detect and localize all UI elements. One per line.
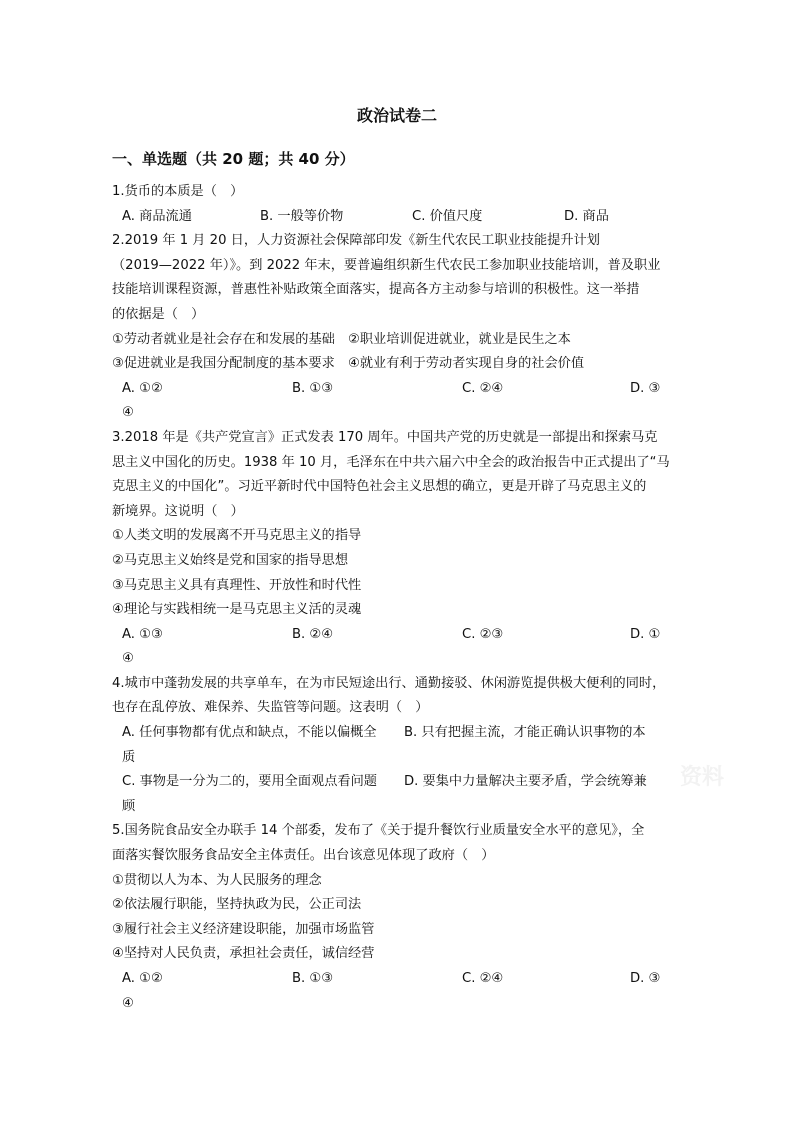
- q2-option-d: D. ③: [630, 380, 661, 396]
- question-3-stem-line: 思主义中国化的历史。1938 年 10 月，毛泽东在中共六届六中全会的政治报告中正式提出了“马: [112, 454, 670, 470]
- q2-option-c: C. ②④: [462, 380, 504, 396]
- q1-option-a: A. 商品流通: [122, 208, 192, 224]
- question-2-stem-line: 的依据是（ ）: [112, 306, 205, 322]
- q2-option-b: B. ①③: [292, 380, 334, 396]
- question-3-stem-line: 克思主义的中国化”。习近平新时代中国特色社会主义思想的确立，更是开辟了马克思主义的: [112, 479, 647, 495]
- q4-option-c-wrap: 顾: [122, 798, 136, 814]
- question-5-statement: ③履行社会主义经济建设职能，加强市场监管: [112, 921, 375, 937]
- watermark: 资料: [680, 765, 725, 790]
- question-5-statement: ②依法履行职能，坚持执政为民，公正司法: [112, 897, 362, 913]
- q2-option-a: A. ①②: [122, 380, 163, 396]
- question-1-stem: 1.货币的本质是（ ）: [112, 184, 244, 199]
- q3-option-a: A. ①③: [122, 626, 163, 642]
- question-3-statement: ④理论与实践相统一是马克思主义活的灵魂: [112, 602, 362, 618]
- question-2-stem-line: 技能培训课程资源，普惠性补贴政策全面落实，提高各方主动参与培训的积极性。这一举措: [112, 282, 640, 298]
- question-3-options: [112, 623, 686, 648]
- q1-option-d: D. 商品: [564, 208, 609, 224]
- question-5-statement: ①贯彻以人为本、为人民服务的理念: [112, 872, 322, 888]
- q1-option-c: C. 价值尺度: [412, 208, 483, 224]
- question-3-statement: ①人类文明的发展离不开马克思主义的指导: [112, 528, 362, 544]
- q5-option-a: A. ①②: [122, 971, 163, 986]
- question-2-stem-line: （2019—2022 年）》。到 2022 年末，要普遍组织新生代农民工参加职业技能培训，普及职业: [112, 257, 661, 273]
- q4-option-a-wrap: 质: [122, 749, 136, 765]
- question-3-stem-line: 3.2018 年是《共产党宣言》正式发表 170 周年。中国共产党的历史就是一部提出和探索马克: [112, 429, 658, 445]
- q4-option-a: A. 任何事物都有优点和缺点，不能以偏概全: [122, 725, 377, 741]
- page-title: 政治试卷二: [356, 106, 437, 125]
- question-4-stem-line: 4.城市中蓬勃发展的共享单车，在为市民短途出行、通勤接驳、休闲游览提供极大便利的同时，: [112, 675, 666, 691]
- question-4-options-row: [112, 770, 686, 795]
- q5-option-d-wrap: ④: [122, 995, 134, 1011]
- q5-option-b: B. ①③: [292, 971, 334, 986]
- question-2-options: [112, 377, 686, 402]
- question-1-options: [112, 205, 686, 230]
- q3-option-b: B. ②④: [292, 626, 334, 642]
- question-3-stem-line: 新境界。这说明（ ）: [112, 503, 244, 519]
- question-3-statement: ③马克思主义具有真理性、开放性和时代性: [112, 577, 362, 593]
- q3-option-d: D. ①: [630, 626, 661, 642]
- q3-option-c: C. ②③: [462, 626, 504, 642]
- question-4-stem-line: 也存在乱停放、难保养、失监管等问题。这表明（ ）: [112, 700, 429, 716]
- question-2-stem-line: 2.2019 年 1 月 20 日，人力资源社会保障部印发《新生代农民工职业技能提升计划: [112, 233, 600, 249]
- q5-option-c: C. ②④: [462, 971, 504, 986]
- questions: [112, 180, 686, 1016]
- question-5-options: [112, 967, 686, 992]
- question-4-options-row: [112, 721, 686, 746]
- question-5-statement: ④坚持对人民负责，承担社会责任，诚信经营: [112, 946, 375, 962]
- question-2-statement: ①劳动者就业是社会存在和发展的基础 ②职业培训促进就业，就业是民生之本: [112, 331, 571, 347]
- question-5-stem-line: 面落实餐饮服务食品安全主体责任。出台该意见体现了政府（ ）: [112, 848, 495, 864]
- q4-option-c: C. 事物是一分为二的，要用全面观点看问题: [122, 774, 377, 790]
- q1-option-b: B. 一般等价物: [260, 208, 344, 224]
- q4-option-b: B. 只有把握主流，才能正确认识事物的本: [404, 725, 646, 741]
- q2-option-d-wrap: ④: [122, 405, 134, 421]
- question-5-stem-line: 5.国务院食品安全办联手 14 个部委，发布了《关于提升餐饮行业质量安全水平的意见》，全: [112, 823, 645, 839]
- q3-option-d-wrap: ④: [122, 651, 134, 667]
- question-3-statement: ②马克思主义始终是党和国家的指导思想: [112, 552, 349, 568]
- question-2-statement: ③促进就业是我国分配制度的基本要求 ④就业有利于劳动者实现自身的社会价值: [112, 356, 585, 372]
- q5-option-d: D. ③: [630, 971, 661, 986]
- q4-option-d: D. 要集中力量解决主要矛盾，学会统筹兼: [404, 774, 647, 790]
- section-heading: 一、单选题（共 20 题；共 40 分）: [112, 150, 355, 168]
